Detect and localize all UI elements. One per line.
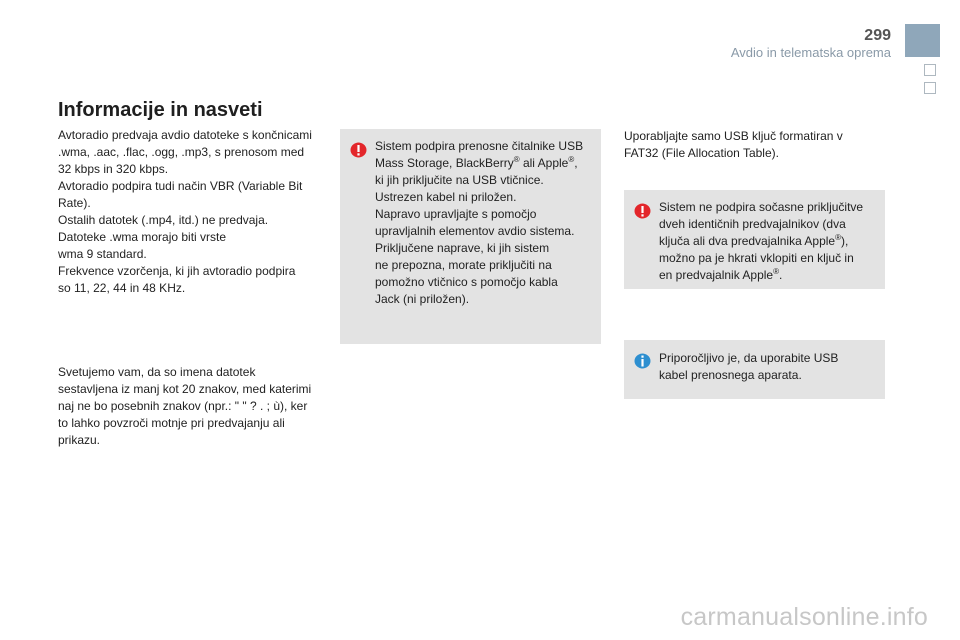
text-line: ne prepozna, morate priključiti na (375, 258, 552, 272)
registered-mark: ® (568, 155, 575, 164)
text-line: pomožno vtičnico s pomočjo kabla (375, 275, 558, 289)
text-line: to lahko povzroči motnje pri predvajanju ali (58, 416, 285, 430)
text-fragment: . (779, 268, 783, 282)
text-line: možno pa je hkrati vklopiti en ključ in (659, 251, 854, 265)
paragraph-filenames (58, 364, 323, 449)
paragraph-fat32 (624, 128, 884, 162)
text-line (659, 233, 863, 250)
text-line: Svetujemo vam, da so imena datotek (58, 365, 256, 379)
text-line: Ustrezen kabel ni priložen. (375, 190, 517, 204)
text-line: Priporočljivo je, da uporabite USB (659, 351, 839, 365)
warning-note-usb (340, 129, 601, 344)
corner-box-2 (924, 82, 936, 94)
corner-box-1 (924, 64, 936, 76)
text-line: naj ne bo posebnih znakov (npr.: " " ? . ; ù), ker (58, 399, 308, 413)
text-line: .wma, .aac, .flac, .ogg, .mp3, s prenosom med (58, 145, 305, 159)
page-number: 299 (864, 27, 891, 44)
text-fragment: Mass Storage, BlackBerry (375, 156, 514, 170)
text-line: prikazu. (58, 433, 101, 447)
note-text (659, 199, 863, 284)
text-line: Rate). (58, 196, 91, 210)
text-line: sestavljena iz manj kot 20 znakov, med katerimi (58, 382, 312, 396)
text-line: Sistem podpira prenosne čitalnike USB (375, 139, 584, 153)
paragraph-formats (58, 127, 323, 297)
text-line: Napravo upravljajte s pomočjo (375, 207, 537, 221)
note-text (375, 138, 583, 308)
text-line: FAT32 (File Allocation Table). (624, 146, 779, 160)
text-line (659, 267, 863, 284)
registered-mark: ® (835, 233, 842, 242)
text-line: Datoteke .wma morajo biti vrste (58, 230, 227, 244)
section-title: Informacije in nasveti (58, 99, 263, 121)
corner-tab (905, 24, 940, 57)
text-line: Avtoradio predvaja avdio datoteke s končnicami (58, 128, 312, 142)
watermark: carmanualsonline.info (680, 603, 928, 631)
registered-mark: ® (773, 267, 779, 276)
text-line: Sistem ne podpira sočasne priključitve (659, 200, 864, 214)
note-text (659, 350, 838, 384)
text-line: wma 9 standard. (58, 247, 147, 261)
text-line: 32 kbps in 320 kbps. (58, 162, 169, 176)
text-line: upravljalnih elementov avdio sistema. (375, 224, 575, 238)
info-icon (634, 353, 651, 369)
text-line: Frekvence vzorčenja, ki jih avtoradio podpira (58, 264, 296, 278)
text-line: kabel prenosnega aparata. (659, 368, 802, 382)
info-note-cable (624, 340, 885, 399)
warning-icon (634, 203, 651, 219)
text-line (375, 155, 583, 172)
registered-mark: ® (513, 155, 520, 164)
text-fragment: en predvajalnik Apple (659, 268, 774, 282)
text-line: Priključene naprave, ki jih sistem (375, 241, 550, 255)
text-fragment: ključa ali dva predvajalnika Apple (659, 234, 836, 248)
text-fragment: ), (841, 234, 849, 248)
text-fragment: ali Apple (519, 156, 569, 170)
text-line: ki jih priključite na USB vtičnice. (375, 173, 544, 187)
text-line: dveh identičnih predvajalnikov (dva (659, 217, 846, 231)
text-fragment: , (574, 156, 578, 170)
warning-icon (350, 142, 367, 158)
text-line: Uporabljajte samo USB ključ formatiran v (624, 129, 843, 143)
chapter-title: Avdio in telematska oprema (730, 45, 891, 60)
text-line: Ostalih datotek (.mp4, itd.) ne predvaja. (58, 213, 269, 227)
text-line: so 11, 22, 44 in 48 KHz. (58, 281, 186, 295)
warning-note-simultaneous (624, 190, 885, 289)
text-line: Avtoradio podpira tudi način VBR (Variable Bit (58, 179, 303, 193)
text-line: Jack (ni priložen). (375, 292, 470, 306)
